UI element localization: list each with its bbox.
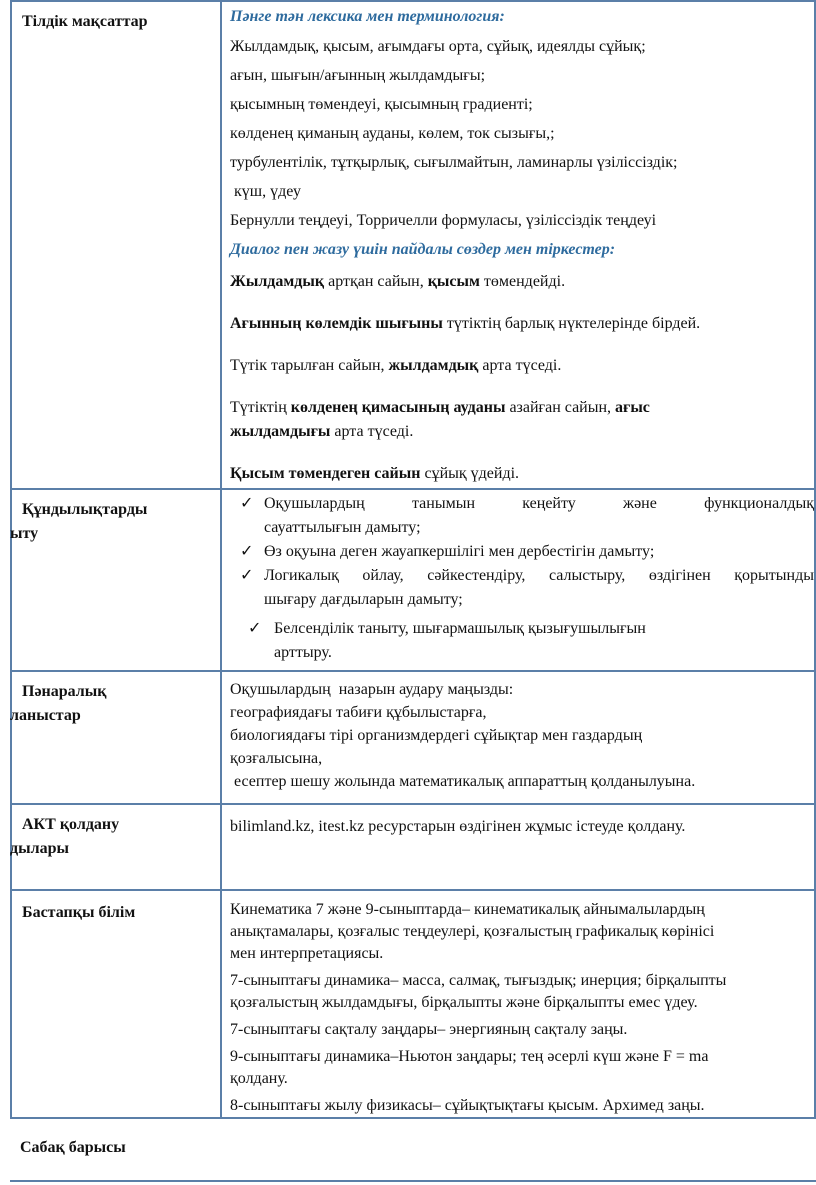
label-cell bbox=[11, 890, 221, 1118]
section-heading: Пәнге тән лексика мен терминология: bbox=[230, 8, 505, 25]
row-label bbox=[12, 805, 220, 861]
lesson-progress-heading: Сабақ барысы bbox=[20, 1139, 126, 1156]
row-label-line: Пәнаралық bbox=[22, 683, 107, 700]
row-ict-skills bbox=[11, 804, 815, 890]
bold-term: Жылдамдық bbox=[230, 273, 325, 290]
content-cell bbox=[221, 804, 815, 890]
checkmark-icon: ✓ bbox=[248, 620, 262, 637]
word: ойлау, bbox=[362, 567, 404, 584]
word: Логикалық bbox=[264, 567, 339, 584]
label-cell bbox=[11, 804, 221, 890]
checklist-item bbox=[222, 540, 814, 564]
term-line: турбулентілік, тұтқырлық, сығылмайтын, ламинарлы үзіліссіздік; bbox=[230, 154, 678, 171]
content-line: қозғалыстың жылдамдығы, бірқалыпты және бірқалыпты емес үдеу. bbox=[230, 994, 698, 1011]
bold-term: жылдамдығы bbox=[230, 423, 331, 440]
row-label-line: Құндылықтарды bbox=[22, 501, 148, 518]
bold-term: Қысым төмендеген сайын bbox=[230, 465, 421, 482]
values-checklist bbox=[222, 490, 814, 665]
row-prior-knowledge bbox=[11, 890, 815, 1118]
word: Оқушылардың bbox=[264, 495, 365, 512]
term-line: ағын, шығын/ағынның жылдамдығы; bbox=[230, 67, 486, 84]
phrase-paragraph bbox=[230, 396, 814, 444]
checkmark-icon: ✓ bbox=[240, 495, 254, 512]
checklist-item bbox=[222, 492, 814, 540]
content-line: 9-сыныптағы динамика–Ньютон заңдары; тең әсерлі күш және F = ma bbox=[230, 1048, 709, 1065]
row-label bbox=[12, 672, 220, 728]
content-line: 7-сыныптағы сақталу заңдары– энергияның сақталу заңы. bbox=[230, 1021, 628, 1038]
prior-knowledge-item bbox=[230, 1046, 814, 1090]
item-line: арттыру. bbox=[274, 644, 332, 661]
term-line: көлденең қиманың ауданы, көлем, ток сызығы,; bbox=[230, 125, 555, 142]
section-heading: Диалог пен жазу үшін пайдалы сөздер мен тіркестер: bbox=[230, 241, 616, 258]
prior-knowledge-item bbox=[230, 1019, 814, 1041]
row-label bbox=[12, 490, 220, 546]
content-line: Оқушылардың назарын аудару маңызды: bbox=[230, 681, 514, 698]
justified-line bbox=[264, 492, 814, 516]
row-label: Тілдік мақсаттар bbox=[22, 13, 148, 30]
phrase-paragraph bbox=[230, 312, 814, 336]
phrase-text: арта түседі. bbox=[478, 357, 562, 374]
row-label-line: ланыстар bbox=[10, 707, 81, 724]
term-line: Жылдамдық, қысым, ағымдағы орта, сұйық, идеялды сұйық; bbox=[230, 38, 646, 55]
content-line: биологиядағы тірі организмдердегі сұйықтар мен газдардың bbox=[230, 727, 643, 744]
content-line: Кинематика 7 және 9-сыныптарда– кинематикалық айнымалылардың bbox=[230, 901, 705, 918]
content-cell bbox=[221, 671, 815, 804]
content-line: қолдану. bbox=[230, 1070, 288, 1087]
phrase-text: артқан сайын, bbox=[324, 273, 428, 290]
row-values bbox=[11, 489, 815, 671]
phrase-paragraph bbox=[230, 462, 814, 486]
content-cell bbox=[221, 489, 815, 671]
item-line: шығару дағдыларын дамыту; bbox=[264, 591, 463, 608]
word: салыстыру, bbox=[548, 567, 626, 584]
item-line: сауаттылығын дамыту; bbox=[264, 519, 421, 536]
phrase-text: Түтіктің bbox=[230, 399, 291, 416]
label-cell bbox=[11, 489, 221, 671]
content-line: bilimland.kz, itest.kz ресурстарын өздігінен жұмыс істеуде қолдану. bbox=[230, 818, 686, 835]
word: қорытынды bbox=[734, 567, 814, 584]
bold-term: жылдамдық bbox=[388, 357, 479, 374]
item-line: Өз оқуына деген жауапкершілігі мен дербестігін дамыту; bbox=[264, 543, 655, 560]
checkmark-icon: ✓ bbox=[240, 543, 254, 560]
content-line: қозғалысына, bbox=[230, 750, 323, 767]
checkmark-icon: ✓ bbox=[240, 567, 254, 584]
word: өздігінен bbox=[648, 567, 711, 584]
phrase-text: азайған сайын, bbox=[505, 399, 616, 416]
phrase-paragraph bbox=[230, 270, 814, 294]
divider bbox=[10, 1180, 816, 1182]
content-cell bbox=[221, 890, 815, 1118]
bold-term: көлденең қимасының ауданы bbox=[290, 399, 506, 416]
row-label: Бастапқы білім bbox=[22, 904, 136, 921]
content-line: 7-сыныптағы динамика– масса, салмақ, тығыздық; инерция; бірқалыпты bbox=[230, 972, 727, 989]
content-line: мен интерпретациясы. bbox=[230, 945, 384, 962]
phrase-text: сұйық үдейді. bbox=[420, 465, 520, 482]
term-line: қысымның төмендеуі, қысымның градиенті; bbox=[230, 96, 533, 113]
row-label-line: ыту bbox=[10, 525, 39, 542]
row-interdisciplinary bbox=[11, 671, 815, 804]
row-label-line: дылары bbox=[10, 840, 69, 857]
justified-line bbox=[264, 564, 814, 588]
phrase-text: арта түседі. bbox=[330, 423, 414, 440]
term-line: күш, үдеу bbox=[230, 183, 301, 200]
checklist-item bbox=[222, 564, 814, 612]
word: танымын bbox=[411, 495, 476, 512]
phrase-text: Түтік тарылған сайын, bbox=[230, 357, 389, 374]
phrase-paragraph bbox=[230, 354, 814, 378]
content-line: 8-сыныптағы жылу физикасы– сұйықтықтағы қысым. Архимед заңы. bbox=[230, 1097, 705, 1114]
phrase-text: түтіктің барлық нүктелерінде бірдей. bbox=[442, 315, 701, 332]
prior-knowledge-item bbox=[230, 1095, 814, 1117]
word: кеңейту bbox=[522, 495, 576, 512]
prior-knowledge-item bbox=[230, 899, 814, 965]
label-cell bbox=[11, 1, 221, 489]
word: сәйкестендіру, bbox=[427, 567, 526, 584]
content-line: географиядағы табиғи құбылыстарға, bbox=[230, 704, 487, 721]
lesson-plan-table bbox=[10, 0, 816, 1119]
word: және bbox=[623, 495, 657, 512]
row-language-objectives bbox=[11, 1, 815, 489]
phrase-text: төмендейді. bbox=[479, 273, 566, 290]
checklist-item bbox=[222, 617, 814, 665]
row-label-line: АКТ қолдану bbox=[22, 816, 120, 833]
bold-term: қысым bbox=[427, 273, 480, 290]
bold-term: ағыс bbox=[615, 399, 650, 416]
word: функционалдық bbox=[704, 495, 814, 512]
bold-term: Ағынның көлемдік шығыны bbox=[230, 315, 443, 332]
content-line: есептер шешу жолында математикалық аппараттың қолданылуына. bbox=[230, 773, 696, 790]
content-line: анықтамалары, қозғалыс теңдеулері, қозғалыстың графикалық көрінісі bbox=[230, 923, 715, 940]
label-cell bbox=[11, 671, 221, 804]
term-line: Бернулли теңдеуі, Торричелли формуласы, үзіліссіздік теңдеуі bbox=[230, 212, 657, 229]
prior-knowledge-item bbox=[230, 970, 814, 1014]
content-cell bbox=[221, 1, 815, 489]
item-line: Белсенділік таныту, шығармашылық қызығушылығын bbox=[274, 620, 646, 637]
